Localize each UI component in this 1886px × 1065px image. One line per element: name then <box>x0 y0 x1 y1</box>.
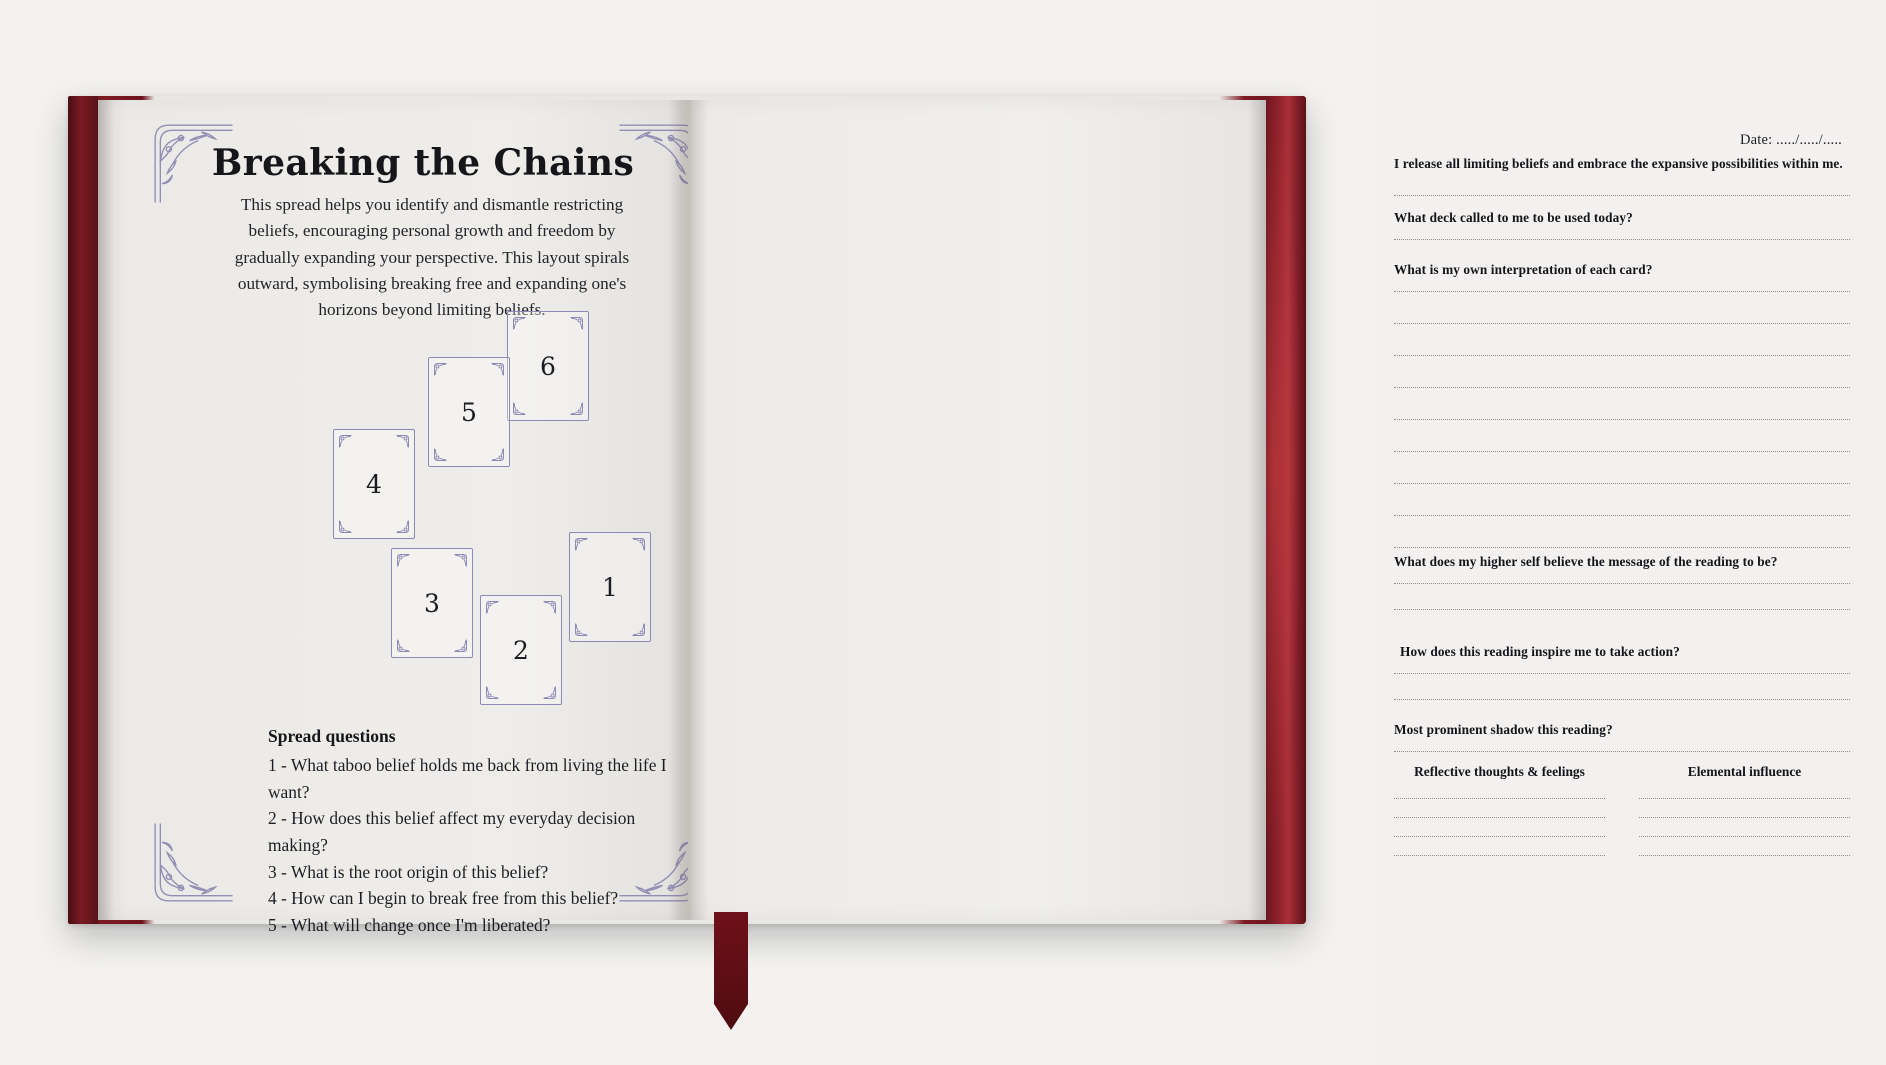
bookmark-ribbon <box>714 912 748 1030</box>
spread-card-1 <box>569 532 651 642</box>
left-page <box>98 100 688 935</box>
write-line[interactable] <box>1394 547 1850 548</box>
write-line[interactable] <box>1394 609 1850 610</box>
write-line[interactable] <box>1394 355 1850 356</box>
spread-card-6 <box>507 311 589 421</box>
write-line[interactable] <box>1394 323 1850 324</box>
prompt-block-higher-self <box>1394 554 1850 610</box>
write-line[interactable] <box>1639 798 1850 799</box>
prompt-label: What does my higher self believe the message of the reading to be? <box>1394 554 1778 569</box>
spread-card-4 <box>333 429 415 539</box>
write-line[interactable] <box>1394 419 1850 420</box>
write-line[interactable] <box>1394 817 1605 818</box>
prompt-label: What is my own interpretation of each card? <box>1394 262 1653 277</box>
column-elemental-influence <box>1639 764 1850 856</box>
card-number: 2 <box>513 635 529 665</box>
card-number: 3 <box>424 588 440 618</box>
right-page <box>688 100 1843 920</box>
prompt-block-deck <box>1394 184 1850 240</box>
spread-card-2 <box>480 595 562 705</box>
spread-questions-list <box>268 752 698 938</box>
write-line[interactable] <box>1394 387 1850 388</box>
spread-card-5 <box>428 357 510 467</box>
write-line[interactable] <box>1394 583 1850 584</box>
open-book <box>68 96 1843 935</box>
prompt-label: Most prominent shadow this reading? <box>1394 722 1613 737</box>
write-line[interactable] <box>1639 836 1850 837</box>
write-line[interactable] <box>1394 451 1850 452</box>
write-line[interactable] <box>1394 699 1850 700</box>
write-line[interactable] <box>1394 751 1850 752</box>
spread-questions-heading: Spread questions <box>268 726 396 746</box>
write-line[interactable] <box>1394 515 1850 516</box>
page-title: Breaking the Chains <box>211 142 635 184</box>
card-number: 4 <box>366 469 382 499</box>
affirmation-text: I release all limiting beliefs and embrace the expansive possibilities within me. <box>1394 156 1843 171</box>
write-line[interactable] <box>1639 817 1850 818</box>
date-field-label[interactable]: Date: ...../...../..... <box>1739 132 1842 148</box>
write-line[interactable] <box>1394 798 1605 799</box>
spread-card-3 <box>391 548 473 658</box>
write-line[interactable] <box>1394 836 1605 837</box>
write-line[interactable] <box>1394 291 1850 292</box>
column-heading: Elemental influence <box>1687 764 1802 779</box>
book-cover-right-edge <box>1266 96 1306 924</box>
card-number: 1 <box>602 572 618 602</box>
spread-question: 3 - What is the root origin of this belief? <box>268 861 549 882</box>
card-number: 5 <box>461 397 477 427</box>
write-line[interactable] <box>1394 673 1850 674</box>
write-line[interactable] <box>1394 239 1850 240</box>
spread-question: 1 - What taboo belief holds me back from living the life I want? <box>268 755 667 802</box>
write-line[interactable] <box>1394 855 1605 856</box>
write-line[interactable] <box>1394 483 1850 484</box>
write-line[interactable] <box>1394 195 1850 196</box>
card-number: 6 <box>540 351 556 381</box>
prompt-block-action <box>1394 644 1850 700</box>
prompt-block-shadow <box>1394 722 1850 752</box>
spread-question: 2 - How does this belief affect my everyday decision making? <box>268 808 636 855</box>
two-column-section <box>1394 764 1850 856</box>
prompt-label: How does this reading inspire me to take action? <box>1400 644 1680 659</box>
column-reflective-thoughts <box>1394 764 1605 856</box>
prompt-block-interpretation <box>1394 262 1850 548</box>
spread-question: 5 - What will change once I'm liberated? <box>268 914 551 935</box>
write-line[interactable] <box>1639 855 1850 856</box>
prompt-label: What deck called to me to be used today? <box>1394 210 1633 225</box>
spread-question: 4 - How can I begin to break free from this belief? <box>268 888 619 909</box>
column-heading: Reflective thoughts & feelings <box>1414 764 1585 779</box>
intro-paragraph: This spread helps you identify and dismantle restricting beliefs, encouraging personal growth and freedom by gradually expanding your perspective. This layout spirals outward, symbolising breaking free and expanding one's horizons beyond limiting beliefs. <box>234 195 630 320</box>
book-cover-left-edge <box>68 96 98 924</box>
